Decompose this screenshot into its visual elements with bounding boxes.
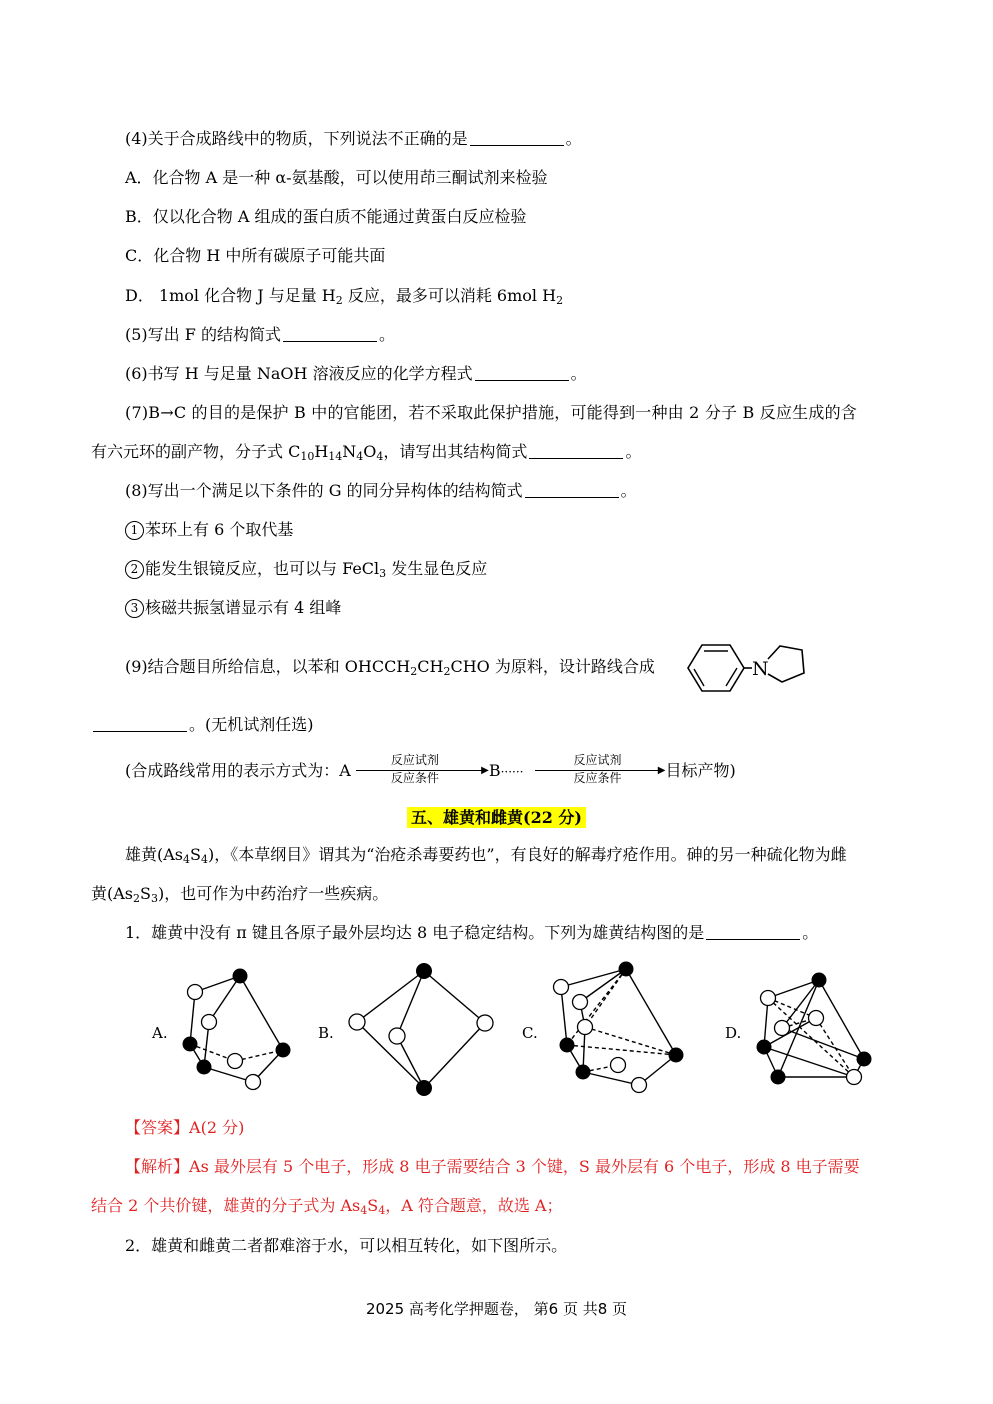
answer-blank xyxy=(93,715,187,732)
q4-option-b: B．仅以化合物 A 组成的蛋白质不能通过黄蛋白反应检验 xyxy=(125,207,527,226)
q4-option-a: A．化合物 A 是一种 α-氨基酸，可以使用茚三酮试剂来检验 xyxy=(125,168,548,187)
structure-a xyxy=(175,965,295,1095)
q7-line1: (7)B→C 的目的是保护 B 中的官能团，若不采取此保护措施，可能得到一种由 2 分子 B 反应生成的含 xyxy=(125,403,857,422)
answer: 【答案】A(2 分) xyxy=(125,1118,245,1137)
structure-b xyxy=(340,960,500,1100)
option-label-a: A. xyxy=(152,1024,168,1042)
q8-condition-1: 1 苯环上有 6 个取代基 xyxy=(125,519,293,541)
nitrogen-label: N xyxy=(752,658,769,680)
page-footer: 2025 高考化学押题卷， 第6 页 共8 页 xyxy=(365,1300,628,1318)
section-title: 五、雄黄和雌黄(22 分) xyxy=(0,805,993,828)
option-label-d: D. xyxy=(725,1024,742,1042)
analysis-line2: 结合 2 个共价键，雄黄的分子式为 $As_4S_4$，A 符合题意，故选 A； xyxy=(91,1196,563,1217)
circled-number: 2 xyxy=(125,560,144,579)
answer-blank xyxy=(470,129,564,146)
q8: (8)写出一个满足以下条件的 G 的同分异构体的结构简式 。 xyxy=(125,481,637,500)
q4-stem: (4)关于合成路线中的物质，下列说法不正确的是 。 xyxy=(125,129,582,148)
phenylpyrrolidine-structure xyxy=(680,640,810,696)
analysis-line1: 【解析】As 最外层有 5 个电子，形成 8 电子需要结合 3 个键，S 最外层有 6 个电子，形成 8 电子需要 xyxy=(125,1157,860,1176)
structure-c xyxy=(545,955,690,1100)
q9-line2: 。(无机试剂任选) xyxy=(91,714,314,736)
option-label-c: C. xyxy=(522,1024,538,1042)
intro-line2: 黄$(As_2S_3)$，也可作为中药治疗一些疾病。 xyxy=(91,884,389,905)
q7-line2: 有六元环的副产物，分子式 $C_{10}H_{14}N_4O_4$，请写出其结构简式 。 xyxy=(91,442,642,463)
q5: (5)写出 F 的结构简式 。 xyxy=(125,325,395,344)
route-notation: (合成路线常用的表示方式为：A 反应试剂 ▶ 反应条件 B······ 反应试剂 ▶ 反应条件 目标产物) xyxy=(125,753,736,785)
intro-line1: 雄黄$(As_4S_4)$，《本草纲目》谓其为“治疮杀毒要药也”，有良好的解毒疗疮作用。砷的另一种硫化物为雌 xyxy=(125,845,847,866)
q8-condition-2: 2 能发生银镜反应，也可以与 FeCl$_3$ 发生显色反应 xyxy=(125,558,487,580)
answer-blank xyxy=(475,364,569,381)
answer-blank xyxy=(283,325,377,342)
q4-option-d: D． 1mol 化合物 J 与足量 $H_2$ 反应，最多可以消耗 6mol $H_2$ xyxy=(125,286,564,307)
option-label-b: B. xyxy=(318,1024,334,1042)
q4-option-c: C．化合物 H 中所有碳原子可能共面 xyxy=(125,246,386,265)
circled-number: 3 xyxy=(125,599,144,618)
structure-d xyxy=(752,965,877,1095)
q8-condition-3: 3 核磁共振氢谱显示有 4 组峰 xyxy=(125,597,341,619)
p1: 1．雄黄中没有 π 键且各原子最外层均达 8 电子稳定结构。下列为雄黄结构图的是 。 xyxy=(125,923,819,942)
route-arrow-2: 反应试剂 ▶ 反应条件 xyxy=(535,760,665,780)
answer-blank xyxy=(706,923,800,940)
answer-blank xyxy=(529,442,623,459)
q6: (6)书写 H 与足量 NaOH 溶液反应的化学方程式 。 xyxy=(125,364,587,383)
p2: 2．雄黄和雌黄二者都难溶于水，可以相互转化，如下图所示。 xyxy=(125,1236,568,1255)
q9-line1: (9)结合题目所给信息，以苯和 $OHCCH_2CH_2CHO$ 为原料，设计路线合成 xyxy=(125,657,655,678)
route-arrow-1: 反应试剂 ▶ 反应条件 xyxy=(351,760,489,780)
circled-number: 1 xyxy=(125,521,144,540)
answer-blank xyxy=(525,481,619,498)
